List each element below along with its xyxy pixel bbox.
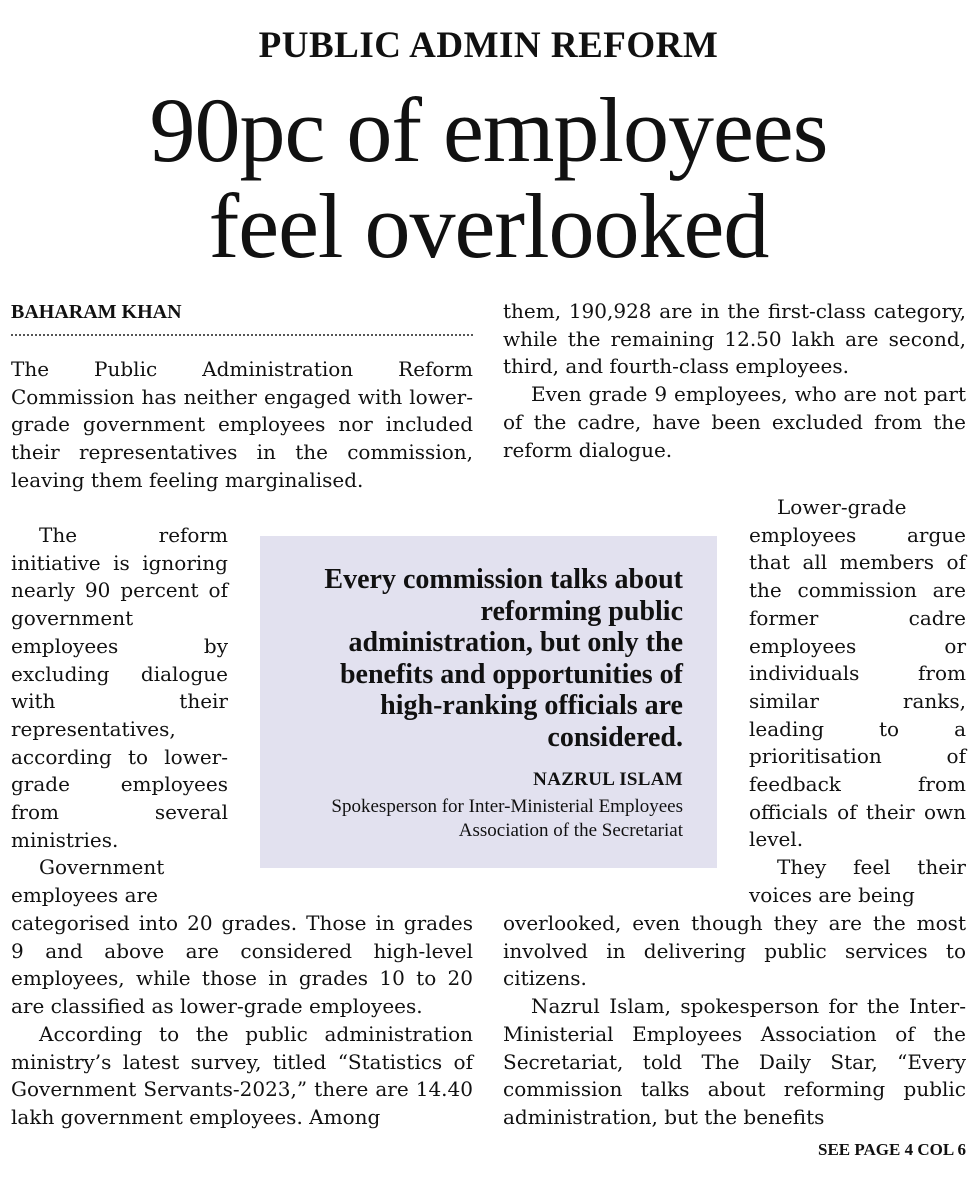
paragraph-4-continued: them, 190,928 are in the first-class category, while the remaining 12.50 lakh are second, third, and fourth-class employees.	[503, 299, 966, 379]
paragraph-2: The reform initiative is ignoring nearly 90 percent of government employees by excluding dialogue with their representatives, according to lower-grade employees from several ministries.	[11, 523, 228, 852]
column-2-narrow	[749, 494, 966, 910]
paragraph-4: According to the public administration ministry’s latest survey, titled “Statistics of Government Servants-2023,” there are 14.40 lakh government employees. Among	[11, 1021, 473, 1129]
column-2-top	[503, 298, 966, 464]
pull-quote	[260, 536, 717, 868]
paragraph-6: Lower-grade employees argue that all members of the commission are former cadre employees or individuals from similar ranks, leading to a prioritisation of feedback from officials of their own level.	[749, 495, 966, 852]
kicker: PUBLIC ADMIN REFORM	[258, 25, 719, 66]
column-1-bottom	[11, 910, 473, 1132]
paragraph-7-start: They feel their voices are being	[749, 855, 966, 907]
pull-quote-role: Spokesperson for Inter-Ministerial Employees Association of the Secretariat	[331, 796, 683, 841]
paragraph-1: The Public Administration Reform Commission has neither engaged with lower-grade government employees nor included their representatives in the commission, leaving them feeling marginalised.	[11, 357, 473, 492]
headline-line-2: feel overlooked	[208, 175, 769, 277]
paragraph-3-start: Government employees are	[11, 855, 165, 908]
paragraph-5: Even grade 9 employees, who are not part of the cadre, have been excluded from the reform dialogue.	[503, 382, 966, 462]
paragraph-8: Nazrul Islam, spokesperson for the Inter-Ministerial Employees Association of the Secretariat, told The Daily Star, “Every commission talks about reforming public administration, but the benefits	[503, 994, 966, 1129]
column-2-bottom	[503, 910, 966, 1132]
jump-line[interactable]: SEE PAGE 4 COL 6	[818, 1140, 966, 1159]
column-1-narrow	[11, 522, 228, 910]
paragraph-7-end: overlooked, even though they are the most involved in delivering public services to citizens.	[503, 911, 966, 991]
headline-line-1: 90pc of employees	[149, 79, 828, 181]
byline: BAHARAM KHAN	[11, 301, 473, 336]
paragraph-3-end: categorised into 20 grades. Those in grades 9 and above are considered high-level employees, while those in grades 10 to 20 are classified as lower-grade employees.	[11, 911, 473, 1019]
pull-quote-name: NAZRUL ISLAM	[533, 769, 683, 790]
headline	[0, 79, 977, 277]
pull-quote-text: Every commission talks about reforming public administration, but only the benefits and opportunities of high-ranking officials are considered.	[324, 564, 683, 753]
column-1-top	[11, 356, 473, 495]
